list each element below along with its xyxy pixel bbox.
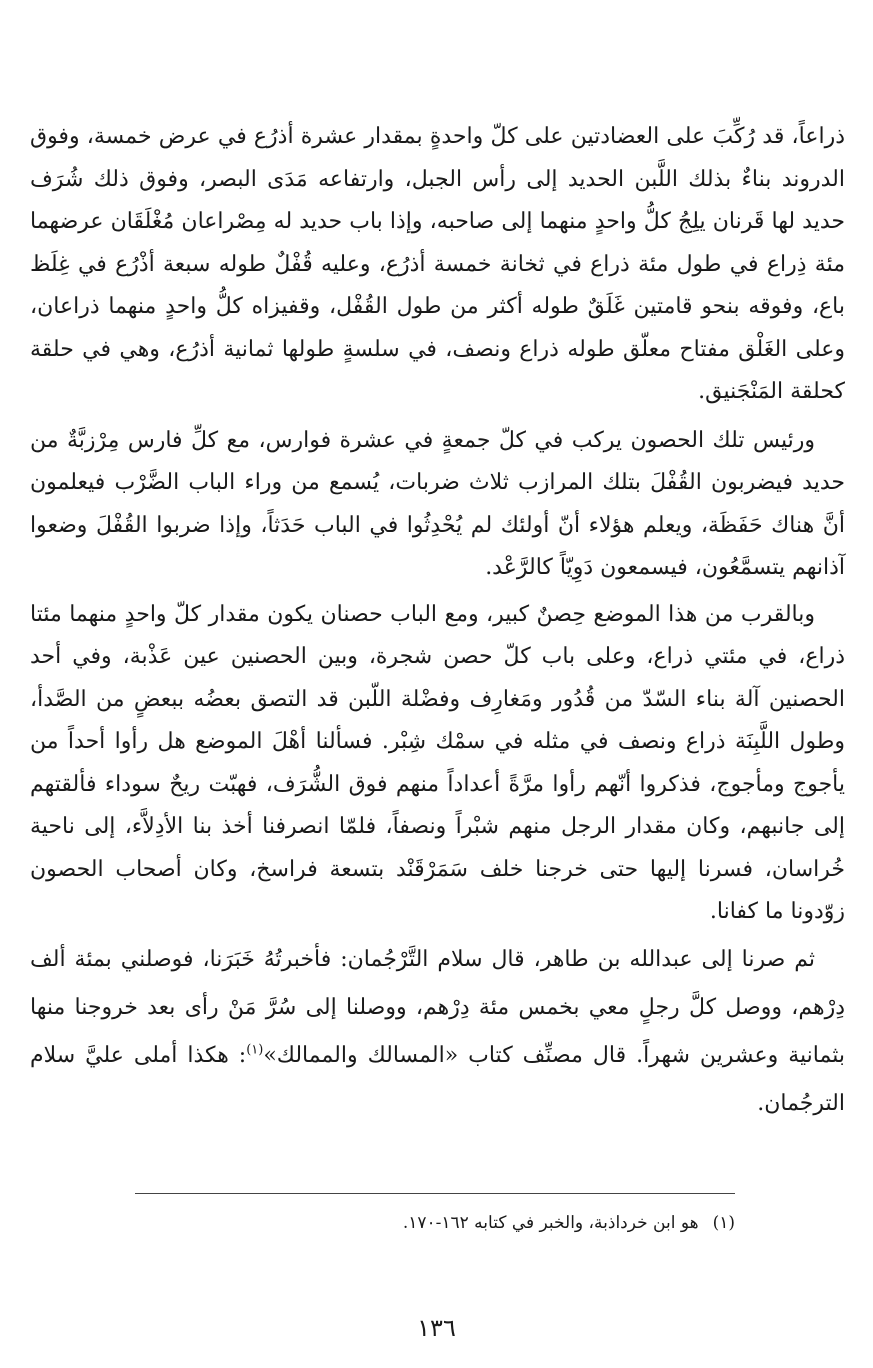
footnote (135, 1210, 735, 1236)
paragraph-4-tail: : هكذا أملى عليَّ سلام الترجُمان. (30, 1042, 845, 1116)
main-text (30, 116, 845, 1128)
paragraph-4-text: ثم صرنا إلى عبدالله بن طاهر، قال سلام التَّرْجُمان: فأخبرتُهُ خَبَرَنا، فوصلني بمئة ألف دِرْهم، ووصل كلَّ رجلٍ معي بخمس مئة دِرْهم، ووصلنا إلى سُرَّ مَنْ رأى بعد خروجنا منها بثمانية وعشرين شهراً. قال مصنِّف كتاب «المسالك والممالك» (30, 946, 845, 1068)
page-number: ١٣٦ (417, 1314, 456, 1342)
footnote-divider (135, 1193, 735, 1194)
paragraph-1: ذراعاً، قد رُكِّبَ على العضادتين على كلّ واحدةٍ بمقدار عشرة أذرُع في عرض خمسة، وفوق الدروند بناءٌ بذلك اللَّبن الحديد إلى رأس الجبل، وارتفاعه مَدَى البصر، وفوق ذلك شُرَف حديد لها قَرنان يلِجُ كلُّ واحدٍ منهما إلى صاحبه، وإذا باب حديد له مِصْراعان مُغْلَقَان عرضهما مئة ذِراع في طول مئة ذراع في ثخانة خمسة أذرُع، وعليه قُفْلٌ طوله سبعة أذْرُع في غِلَظ باع، وفوقه بنحو قامتين غَلَقٌ طوله أكثر من طول القُفْل، وقفيزاه كلُّ واحدٍ منهما ذراعان، وعلى الغَلْق مفتاح معلّق طوله ذراع ونصف، في سلسةٍ طولها ثمانية أذرُع، وهي في حلقة كحلقة المَنْجَنيق. (30, 124, 845, 404)
paragraph-4 (30, 936, 845, 1128)
footnote-reference[interactable]: (١) (246, 1042, 264, 1058)
footnote-marker: (١) (712, 1213, 735, 1233)
footnote-text: هو ابن خرداذبة، والخبر في كتابه ١٦٢-١٧٠. (402, 1213, 699, 1233)
paragraph-3: وبالقرب من هذا الموضع حِصنٌ كبير، ومع الباب حصنان يكون مقدار كلّ واحدٍ منهما مئتا ذراع، في مئتي ذراع، وعلى باب كلّ حصن شجرة، وبين الحصنين عين عَذْبة، وفي أحد الحصنين آلة بناء السّدّ من قُدُور ومَغارِف وفضْلة اللّبن قد التصق بعضُه ببعضٍ من الصَّدأ، وطول اللَّبِنَة ذراع ونصف في مثله في سمْك شِبْر. فسألنا أهْلَ الموضع هل رأوا أحداً من يأجوج ومأجوج، فذكروا أنّهم رأوا مرَّةً أعداداً منهم فوق الشُّرَف، فهبّت ريحٌ سوداء فألقتهم إلى جانبهم، وكان مقدار الرجل منهم شبْراً ونصفاً، فلمّا انصرفنا أخذ بنا الأدِلاَّء، إلى ناحية خُراسان، فسرنا إليها حتى خرجنا خلف سَمَرْقَنْد بتسعة فراسخ، وكان أصحاب الحصون زوّدونا ما كفانا. (30, 601, 845, 924)
paragraph-2: ورئيس تلك الحصون يركب في كلّ جمعةٍ في عشرة فوارس، مع كلِّ فارس مِرْزبَّةٌ من حديد فيضربون القُفْلَ بتلك المرازب ثلاث ضربات، يُسمع من وراء الباب الضَّرْب فيعلمون أنَّ هناك حَفَظَة، ويعلم هؤلاء أنّ أولئك لم يُحْدِثُوا في الباب حَدَثاً، وإذا ضربوا القُفْلَ وضعوا آذانهم يتسمَّعُون، فيسمعون دَوِيّاً كالرَّعْد. (30, 427, 845, 580)
